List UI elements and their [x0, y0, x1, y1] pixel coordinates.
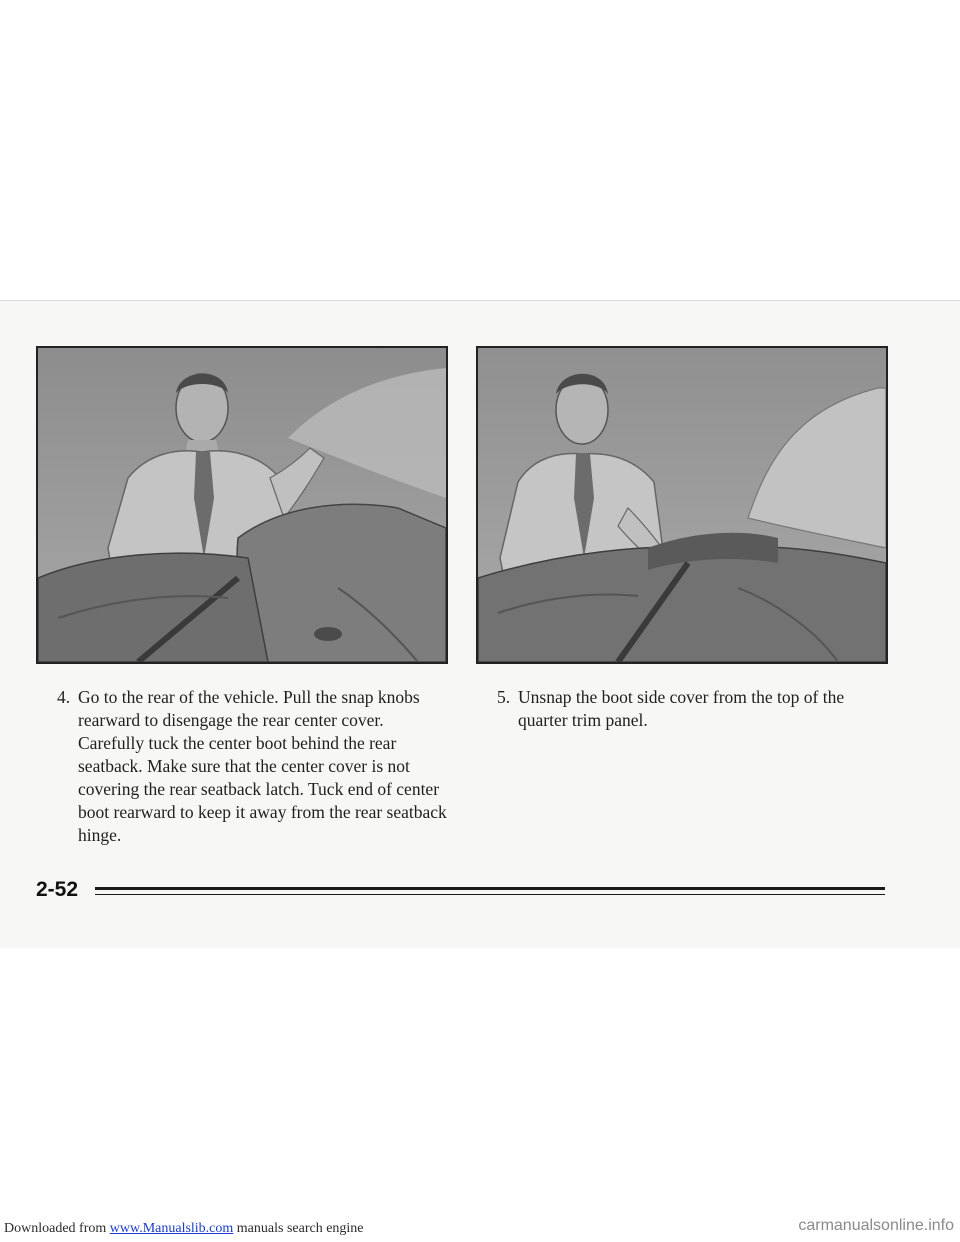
step-number: 5.: [497, 687, 511, 707]
instruction-step-5: [497, 686, 857, 732]
step-text: Unsnap the boot side cover from the top of the quarter trim panel.: [518, 687, 845, 730]
footer-prefix: Downloaded from: [4, 1221, 110, 1236]
watermark-text: carmanualsonline.info: [798, 1217, 954, 1234]
step-number: 4.: [57, 687, 71, 707]
illustration-step-5: [476, 346, 888, 664]
page-number: 2-52: [36, 878, 79, 901]
scan-top-edge: [0, 300, 960, 301]
page-number-rule-thin: [95, 894, 885, 895]
manualslib-link[interactable]: www.Manualslib.com: [109, 1221, 234, 1236]
download-footer: [4, 1221, 364, 1237]
step-text: Go to the rear of the vehicle. Pull the snap knobs rearward to disengage the rear center cover. Carefully tuck the center boot behind the rear seatback. Make sure that the center cover is not covering the rear seatback latch. Tuck end of center boot rearward to keep it away from the rear seatback hinge.: [78, 687, 447, 845]
instruction-step-4: [57, 686, 452, 847]
illustration-step-4: [36, 346, 448, 664]
illustration-step-4-drawing: [38, 348, 446, 662]
page-number-rule-thick: [95, 887, 885, 890]
footer-suffix: manuals search engine: [233, 1221, 364, 1236]
illustration-step-5-drawing: [478, 348, 886, 662]
